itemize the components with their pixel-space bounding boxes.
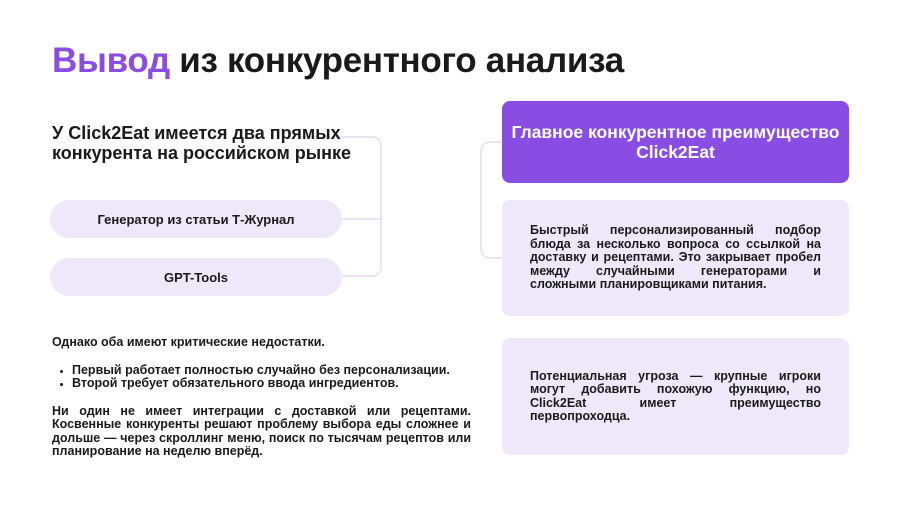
drawbacks-list [52, 364, 471, 391]
intro-text: Однако оба имеют критические недостатки. [52, 335, 325, 349]
drawback-item: • Второй требует обязательного ввода ингредиентов. [72, 377, 471, 391]
competitor-pill-tjournal: Генератор из статьи Т-Журнал [50, 200, 342, 238]
page-title [52, 38, 624, 84]
competitor-pill-gpt-tools: GPT-Tools [50, 258, 342, 296]
competitors-heading: У Click2Eat имеется два прямых конкурента на российском рынке [52, 123, 352, 163]
threat-text: Потенциальная угроза — крупные игроки могут добавить похожую функцию, но Click2Eat имеет преимущество первопроходца. [530, 368, 821, 423]
advantage-header: Главное конкурентное преимущество Click2Eat [502, 101, 849, 183]
analysis-text [52, 336, 471, 459]
advantage-card [502, 200, 849, 316]
title-rest: из конкурентного анализа [169, 41, 624, 80]
title-accent: Вывод [52, 41, 170, 80]
conclusion-text: Ни один не имеет интеграции с доставкой или рецептами. Косвенные конкуренты решают проблему выбора еды сложнее и дольше — через скроллинг меню, поиск по тысячам рецептов или планирование на неделю вперёд. [52, 403, 471, 458]
threat-card [502, 338, 849, 455]
drawback-item: • Первый работает полностью случайно без персонализации. [72, 364, 471, 378]
advantage-text: Быстрый персонализированный подбор блюда за несколько вопроса со ссылкой на доставку и рецептами. Это закрывает пробел между случайными генераторами и сложными планировщиками питания. [530, 223, 821, 292]
